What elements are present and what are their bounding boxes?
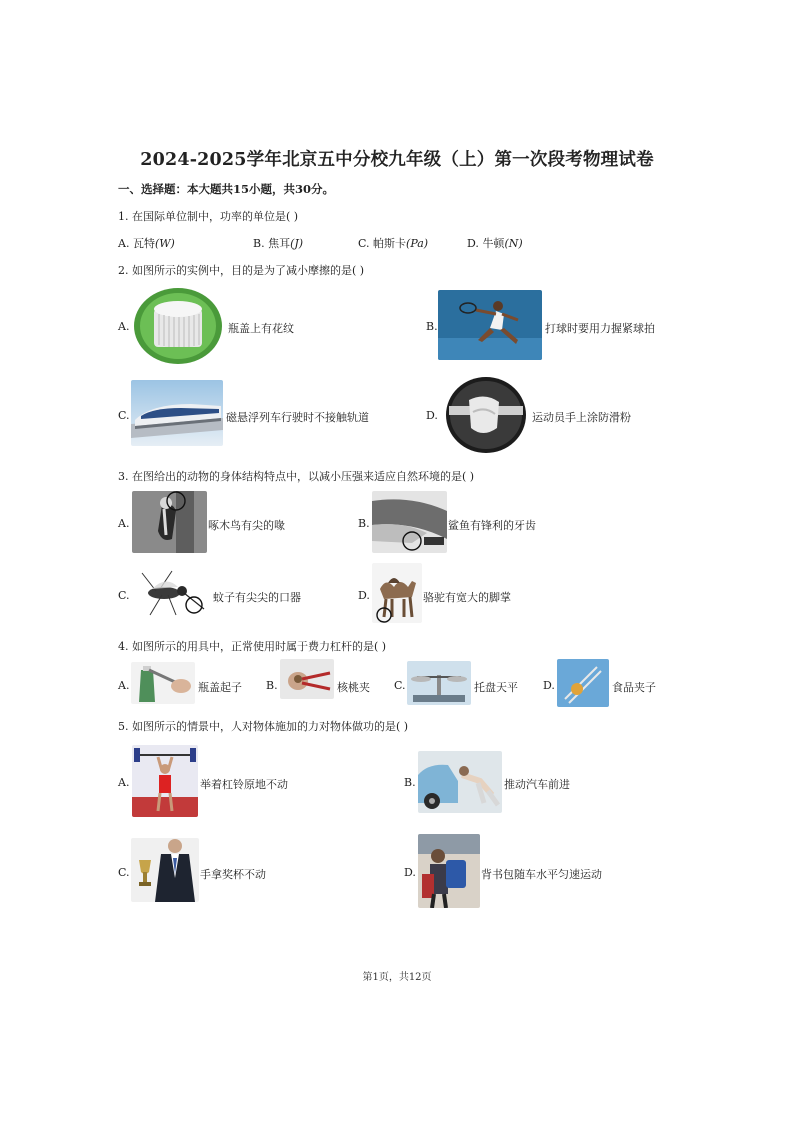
q5-option-a-label: 举着杠铃原地不动 — [200, 778, 288, 791]
bottle-cap-image — [133, 287, 223, 365]
q2-option-d-label: 运动员手上涂防滑粉 — [532, 411, 631, 424]
mosquito-image — [132, 567, 210, 621]
q4-option-d-letter[interactable]: D. — [543, 679, 555, 692]
tennis-player-image — [438, 290, 542, 360]
q2-option-a-label: 瓶盖上有花纹 — [228, 322, 294, 335]
q2-option-c-letter[interactable]: C. — [118, 409, 130, 422]
q5-option-b-label: 推动汽车前进 — [504, 778, 570, 791]
exam-title: 2024-2025学年北京五中分校九年级（上）第一次段考物理试卷 — [140, 150, 654, 170]
q5-option-c-label: 手拿奖杯不动 — [200, 868, 266, 881]
q5-option-d-letter[interactable]: D. — [404, 866, 416, 879]
q5-option-c-letter[interactable]: C. — [118, 866, 130, 879]
q4-option-b-label: 核桃夹 — [337, 681, 370, 694]
q4-option-b-letter[interactable]: B. — [266, 679, 278, 692]
q3-option-b-label: 鲨鱼有锋利的牙齿 — [448, 519, 536, 532]
question-3-stem: 3. 在图给出的动物的身体结构特点中，以减小压强来适应自然环境的是( ) — [118, 470, 475, 483]
q2-option-c-label: 磁悬浮列车行驶时不接触轨道 — [226, 411, 369, 424]
page-footer: 第1页，共12页 — [362, 972, 432, 983]
q4-option-a-label: 瓶盖起子 — [198, 681, 242, 694]
q3-option-c-label: 蚊子有尖尖的口器 — [213, 591, 301, 604]
q3-option-b-letter[interactable]: B. — [358, 517, 370, 530]
q2-option-b-label: 打球时要用力握紧球拍 — [545, 322, 655, 335]
question-4-stem: 4. 如图所示的用具中，正常使用时属于费力杠杆的是( ) — [118, 640, 387, 653]
nutcracker-image — [280, 659, 334, 699]
pushing-car-image — [418, 751, 502, 813]
q5-option-d-label: 背书包随车水平匀速运动 — [481, 868, 602, 881]
q4-option-c-letter[interactable]: C. — [394, 679, 406, 692]
q3-option-a-label: 啄木鸟有尖的喙 — [208, 519, 285, 532]
woodpecker-image — [132, 491, 207, 553]
question-5-stem: 5. 如图所示的情景中，人对物体施加的力对物体做功的是( ) — [118, 720, 409, 733]
q2-option-d-letter[interactable]: D. — [426, 409, 438, 422]
section-heading: 一、选择题：本大题共15小题，共30分。 — [118, 182, 335, 196]
q5-option-b-letter[interactable]: B. — [404, 776, 416, 789]
q1-option-c[interactable]: C. 帕斯卡(Pa) — [358, 237, 429, 250]
question-1-stem: 1. 在国际单位制中，功率的单位是( ) — [118, 210, 299, 223]
weightlifter-image — [132, 745, 198, 817]
q3-option-c-letter[interactable]: C. — [118, 589, 130, 602]
shark-image — [372, 491, 447, 553]
q2-option-a-letter[interactable]: A. — [118, 320, 130, 333]
q1-option-d[interactable]: D. 牛顿(N) — [467, 237, 523, 250]
camel-image — [372, 563, 422, 623]
q2-option-b-letter[interactable]: B. — [426, 320, 438, 333]
q4-option-d-label: 食品夹子 — [612, 681, 656, 694]
q1-option-b[interactable]: B. 焦耳(J) — [253, 237, 304, 250]
food-tongs-image — [557, 659, 609, 707]
schoolbag-bus-image — [418, 834, 480, 908]
q4-option-a-letter[interactable]: A. — [118, 679, 130, 692]
q3-option-d-label: 骆驼有宽大的脚掌 — [423, 591, 511, 604]
chalk-hands-image — [445, 376, 527, 454]
maglev-train-image — [131, 380, 223, 446]
q4-option-c-label: 托盘天平 — [474, 681, 518, 694]
q3-option-a-letter[interactable]: A. — [118, 517, 130, 530]
trophy-holder-image — [131, 838, 199, 902]
question-2-stem: 2. 如图所示的实例中，目的是为了减小摩擦的是( ) — [118, 264, 365, 277]
bottle-opener-image — [131, 662, 195, 704]
q5-option-a-letter[interactable]: A. — [118, 776, 130, 789]
balance-scale-image — [407, 661, 471, 705]
q1-option-a[interactable]: A. 瓦特(W) — [118, 237, 175, 250]
q3-option-d-letter[interactable]: D. — [358, 589, 370, 602]
